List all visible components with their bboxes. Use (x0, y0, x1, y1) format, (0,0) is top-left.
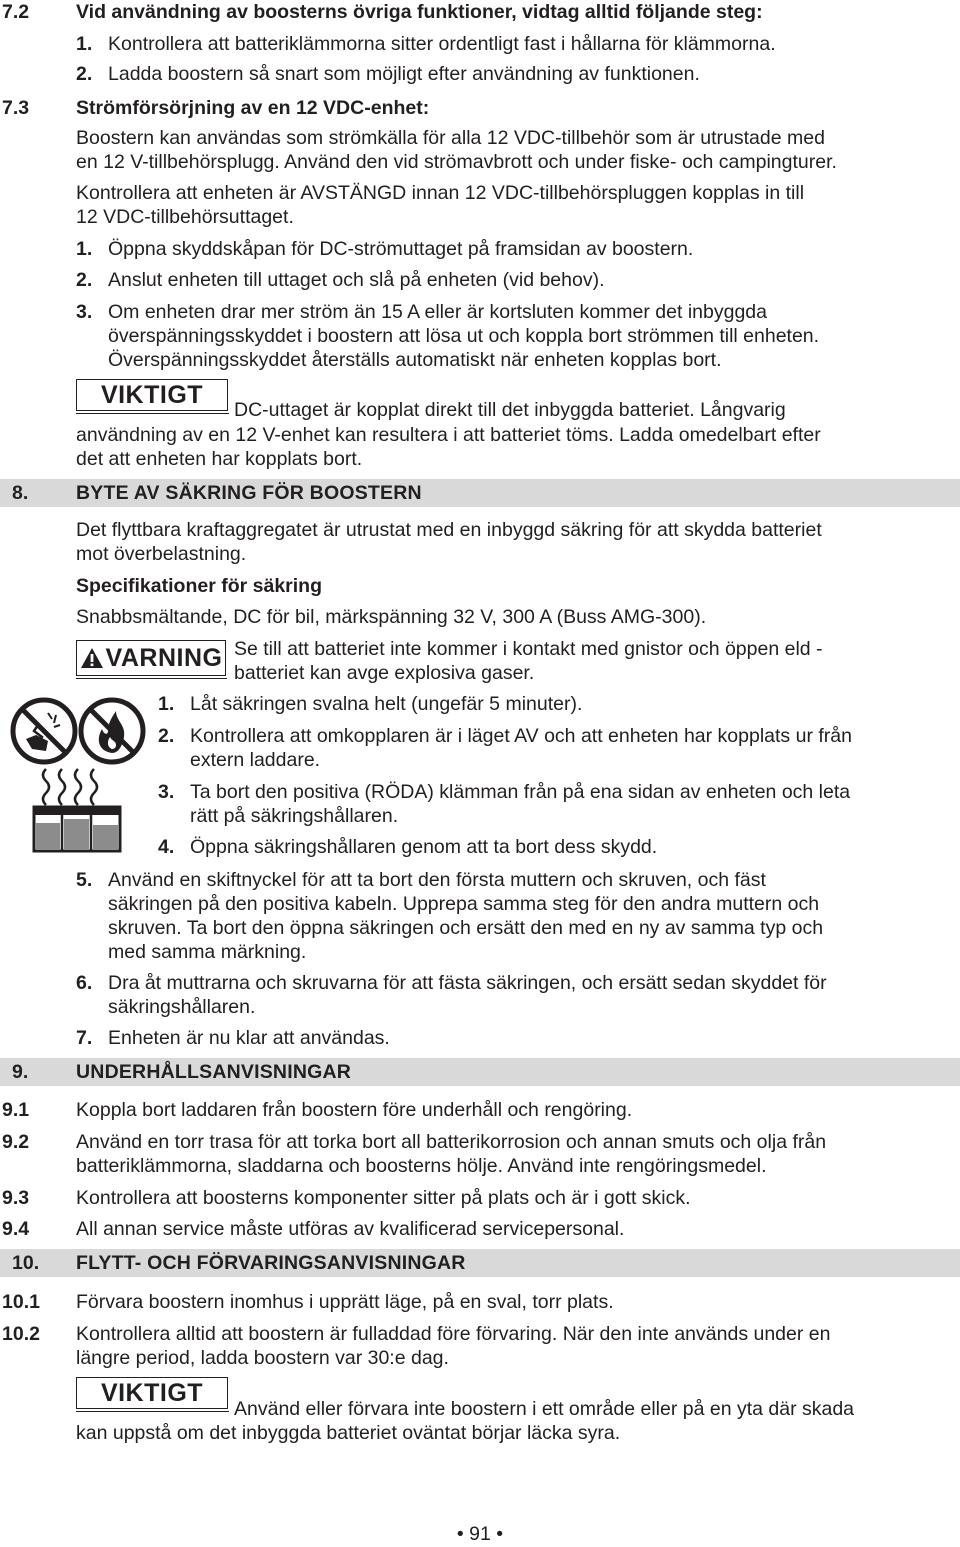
paragraph-line: Kontrollera att enheten är AVSTÄNGD innan 12 VDC-tillbehörspluggen kopplas in till (76, 182, 805, 204)
list-item-number: 4. (158, 836, 175, 858)
section-title: UNDERHÅLLSANVISNINGAR (76, 1061, 352, 1083)
list-item-text: skruven. Ta bort den öppna säkringen och ersätt den med en ny av samma typ och (108, 917, 824, 939)
list-item-text: Kontrollera att boosterns komponenter sitter på plats och är i gott skick. (76, 1187, 691, 1209)
list-item-text: Enheten är nu klar att användas. (108, 1027, 390, 1049)
section-title: BYTE AV SÄKRING FÖR BOOSTERN (76, 482, 422, 504)
notice-label: VIKTIGT (76, 379, 228, 411)
list-item-text: säkringshållaren. (108, 996, 256, 1018)
section-title: FLYTT- OCH FÖRVARINGSANVISNINGAR (76, 1252, 466, 1274)
notice-text: Använd eller förvara inte boostern i ett område eller på en yta där skada (234, 1398, 855, 1420)
list-item-number: 1. (158, 693, 175, 715)
warning-label-text: VARNING (105, 644, 223, 672)
list-item-number: 3. (158, 781, 175, 803)
list-item-text: batteriklämmorna, sladdarna och boosterns hölje. Använd inte rengöringsmedel. (76, 1155, 767, 1177)
no-sparks-icon (13, 700, 75, 762)
list-item-number: 1. (76, 33, 93, 55)
list-item-number: 9.2 (2, 1131, 30, 1153)
paragraph-line: mot överbelastning. (76, 543, 247, 565)
spec-title: Specifikationer för säkring (76, 575, 322, 597)
notice-text: DC-uttaget är kopplat direkt till det inbyggda batteriet. Långvarig (234, 399, 786, 421)
section-8-heading (0, 479, 960, 507)
list-item-number: 9.3 (2, 1187, 30, 1209)
list-item-text: längre period, ladda boostern var 30:e dag. (76, 1347, 449, 1369)
list-item-text: Öppna säkringshållaren genom att ta bort dess skydd. (190, 836, 658, 858)
list-item-text: Låt säkringen svalna helt (ungefär 5 minuter). (190, 693, 583, 715)
list-item-text: Kontrollera att batteriklämmorna sitter ordentligt fast i hållarna för klämmorna. (108, 33, 776, 55)
list-item-text: Öppna skyddskåpan för DC-strömuttaget på framsidan av boostern. (108, 238, 694, 260)
section-10-heading (0, 1249, 960, 1277)
list-item-number: 3. (76, 301, 93, 323)
list-item-text: Använd en torr trasa för att torka bort all batterikorrosion och annan smuts och olja från (76, 1131, 827, 1153)
section-number: 9. (12, 1061, 29, 1083)
list-item-text: All annan service måste utföras av kvalificerad servicepersonal. (76, 1218, 625, 1240)
list-item-number: 2. (76, 63, 93, 85)
section-7-3-number: 7.3 (2, 97, 30, 119)
list-item-number: 9.4 (2, 1218, 30, 1240)
warning-triangle-icon (80, 647, 104, 669)
notice-text: det att enheten har kopplats bort. (76, 448, 363, 470)
list-item-number: 10.1 (2, 1291, 40, 1313)
list-item-text: Kontrollera alltid att boostern är fulladdad före förvaring. När den inte används under en (76, 1323, 831, 1345)
page-number: • 91 • (456, 1523, 504, 1545)
list-item-text: Dra åt muttrarna och skruvarna för att fästa säkringen, och ersätt sedan skyddet för (108, 972, 827, 994)
list-item-text: med samma märkning. (108, 941, 307, 963)
paragraph-line: Boostern kan användas som strömkälla för alla 12 VDC-tillbehör som är utrustade med (76, 127, 825, 149)
list-item-text: Om enheten drar mer ström än 15 A eller är kortsluten kommer det inbyggda (108, 301, 767, 323)
list-item-text: Anslut enheten till uttaget och slå på enheten (vid behov). (108, 269, 605, 291)
spec-text: Snabbsmältande, DC för bil, märkspänning 32 V, 300 A (Buss AMG-300). (76, 606, 707, 628)
list-item-number: 9.1 (2, 1099, 30, 1121)
section-9-heading (0, 1058, 960, 1086)
list-item-text: Förvara boostern inomhus i upprätt läge, på en sval, torr plats. (76, 1291, 614, 1313)
list-item-text: Ta bort den positiva (RÖDA) klämman från på ena sidan av enheten och leta (190, 781, 851, 803)
section-7-2-title: Vid användning av boosterns övriga funktioner, vidtag alltid följande steg: (76, 1, 763, 23)
list-item-text: Ladda boostern så snart som möjligt efter användning av funktionen. (108, 63, 700, 85)
warning-label (76, 640, 226, 676)
list-item-number: 2. (158, 725, 175, 747)
notice-label: VIKTIGT (76, 1377, 228, 1409)
section-7-2-number: 7.2 (2, 1, 30, 23)
list-item-number: 2. (76, 269, 93, 291)
no-flame-icon (81, 700, 143, 762)
warning-text: Se till att batteriet inte kommer i kontakt med gnistor och öppen eld - (234, 638, 823, 660)
list-item-text: Koppla bort laddaren från boostern före underhåll och rengöring. (76, 1099, 633, 1121)
section-number: 8. (12, 482, 29, 504)
safety-pictograms (8, 695, 148, 855)
battery-fumes-icon (34, 769, 120, 851)
list-item-number: 10.2 (2, 1323, 40, 1345)
notice-text: kan uppstå om det inbyggda batteriet oväntat börjar läcka syra. (76, 1422, 621, 1444)
list-item-text: Överspänningsskyddet återställs automatiskt när enheten kopplas bort. (108, 349, 722, 371)
paragraph-line: 12 VDC-tillbehörsuttaget. (76, 206, 294, 228)
section-7-3-title: Strömförsörjning av en 12 VDC-enhet: (76, 97, 430, 119)
list-item-number: 6. (76, 972, 93, 994)
list-item-number: 7. (76, 1027, 93, 1049)
list-item-number: 1. (76, 238, 93, 260)
paragraph-line: en 12 V-tillbehörsplugg. Använd den vid strömavbrott och under fiske- och campingturer. (76, 151, 837, 173)
list-item-text: rätt på säkringshållaren. (190, 805, 399, 827)
list-item-text: Använd en skiftnyckel för att ta bort den första muttern och skruven, och fäst (108, 869, 766, 891)
list-item-number: 5. (76, 869, 93, 891)
section-number: 10. (12, 1252, 40, 1274)
list-item-text: Kontrollera att omkopplaren är i läget AV och att enheten har kopplats ur från (190, 725, 852, 747)
list-item-text: extern laddare. (190, 749, 321, 771)
paragraph-line: Det flyttbara kraftaggregatet är utrustat med en inbyggd säkring för att skydda batteriet (76, 519, 822, 541)
warning-text: batteriet kan avge explosiva gaser. (234, 662, 535, 684)
list-item-text: säkringen på den positiva kabeln. Upprepa samma steg för den andra muttern och (108, 893, 820, 915)
list-item-text: överspänningsskyddet i boostern att lösa ut och koppla bort strömmen till enheten. (108, 325, 820, 347)
notice-text: användning av en 12 V-enhet kan resultera i att batteriet töms. Ladda omedelbart efter (76, 424, 821, 446)
